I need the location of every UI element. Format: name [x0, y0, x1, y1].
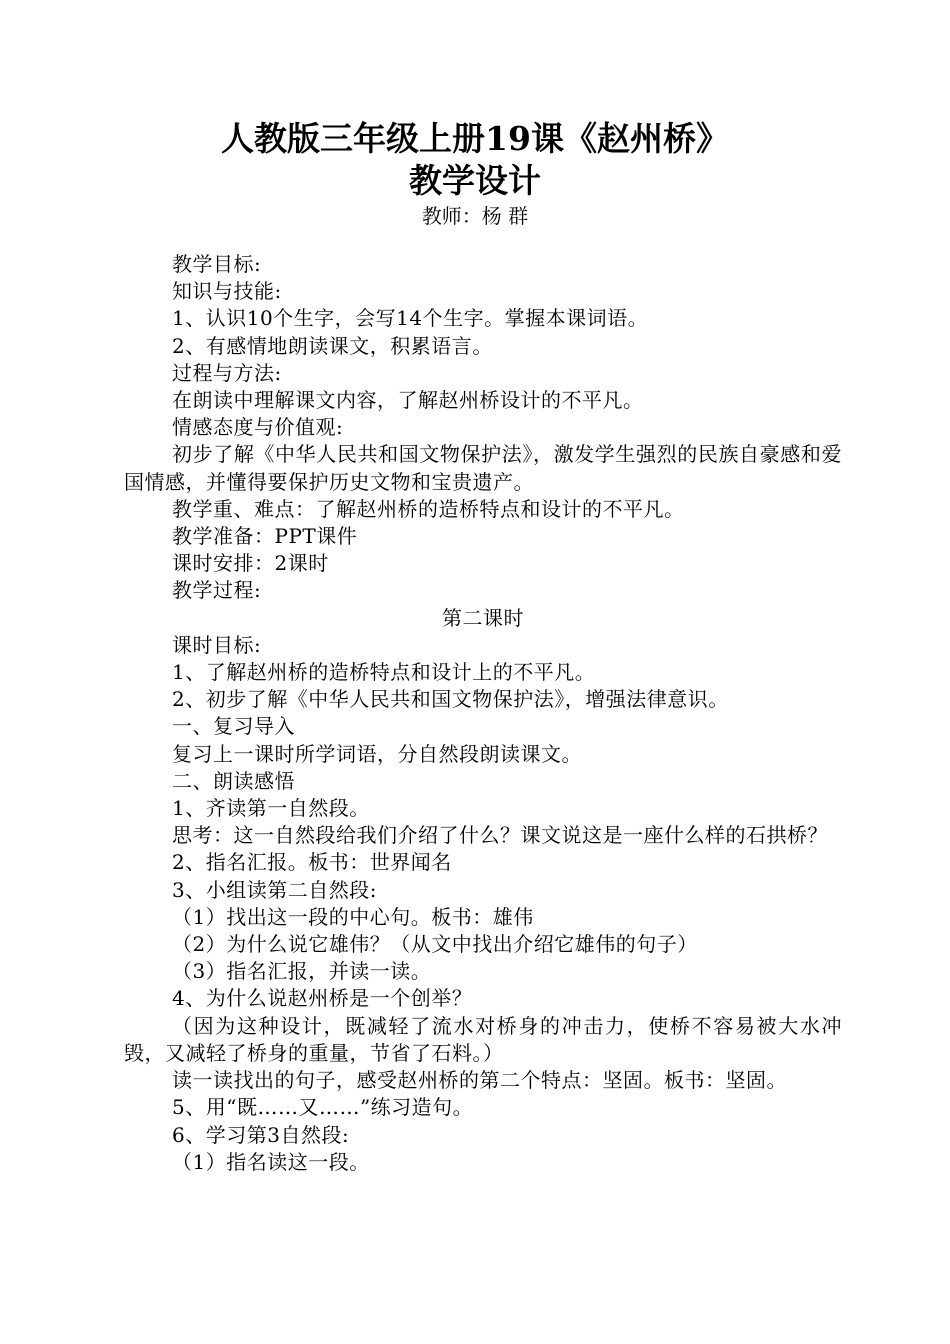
section-heading-second-lesson: 第二课时: [442, 605, 524, 630]
paragraph: 2、指名汇报。板书：世界闻名: [172, 850, 452, 875]
paragraph: 3、小组读第二自然段:: [172, 877, 377, 902]
paragraph: 5、用“既……又……”练习造句。: [172, 1095, 474, 1120]
paragraph: 初步了解《中华人民共和国文物保护法》，激发学生强烈的民族自豪感和爱国情感，并懂得要保护历史文物和宝贵遗产。: [124, 442, 842, 494]
heading-teaching-goals: 教学目标:: [172, 252, 262, 276]
paragraph: 思考：这一自然段给我们介绍了什么？课文说这是一座什么样的石拱桥？: [172, 823, 828, 848]
paragraph: 4、为什么说赵州桥是一个创举？: [172, 986, 473, 1011]
section-heading-reading: 二、朗读感悟: [172, 768, 295, 793]
paragraph-key-points: 教学重、难点：了解赵州桥的造桥特点和设计的不平凡。: [172, 496, 685, 521]
paragraph: （1）指名读这一段。: [172, 1149, 370, 1174]
paragraph: 6、学习第3自然段:: [172, 1122, 350, 1147]
paragraph: 1、齐读第一自然段。: [172, 796, 370, 821]
paragraph: 2、有感情地朗读课文，积累语言。: [172, 333, 493, 358]
teacher-name: 教师：杨 群: [421, 204, 529, 228]
paragraph: 1、认识10个生字，会写14个生字。掌握本课词语。: [172, 306, 649, 331]
document-body: [124, 251, 842, 1176]
paragraph: （1）找出这一段的中心句。板书：雄伟: [172, 904, 534, 929]
paragraph: 读一读找出的句子，感受赵州桥的第二个特点：坚固。板书：坚固。: [172, 1068, 787, 1093]
paragraph: 2、初步了解《中华人民共和国文物保护法》，增强法律意识。: [172, 687, 729, 712]
paragraph: （2）为什么说它雄伟？（从文中找出介绍它雄伟的句子）: [172, 932, 698, 957]
document-title: 人教版三年级上册19课《赵州桥》: [221, 119, 729, 158]
heading-process-methods: 过程与方法:: [172, 360, 282, 385]
paragraph: （因为这种设计，既减轻了流水对桥身的冲击力，使桥不容易被大水冲毁，又减轻了桥身的重量，节省了石料。）: [124, 1013, 842, 1065]
document-subtitle: 教学设计: [409, 161, 541, 200]
paragraph: （3）指名汇报，并读一读。: [172, 959, 432, 984]
heading-lesson-goals: 课时目标:: [172, 632, 262, 657]
paragraph: 复习上一课时所学词语，分自然段朗读课文。: [172, 741, 582, 766]
heading-teaching-process: 教学过程:: [172, 578, 262, 603]
section-heading-review: 一、复习导入: [172, 714, 295, 739]
paragraph: 在朗读中理解课文内容，了解赵州桥设计的不平凡。: [172, 388, 644, 413]
paragraph: 1、了解赵州桥的造桥特点和设计上的不平凡。: [172, 660, 596, 685]
heading-knowledge-skills: 知识与技能:: [172, 279, 282, 304]
heading-emotion-values: 情感态度与价值观:: [172, 415, 344, 440]
paragraph-schedule: 课时安排：2课时: [172, 551, 329, 576]
paragraph-preparation: 教学准备：PPT课件: [172, 524, 358, 549]
